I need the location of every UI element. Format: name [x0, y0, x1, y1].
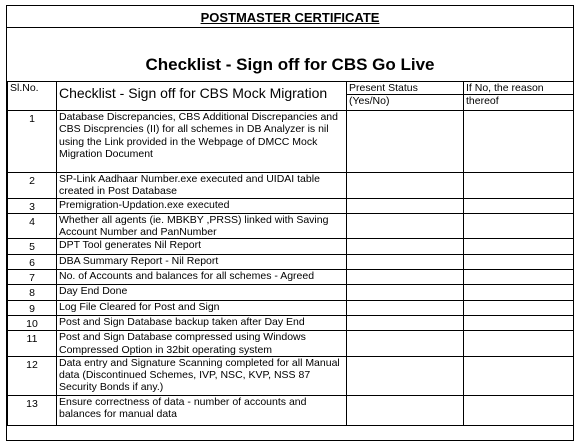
- row-number: 7: [8, 270, 57, 285]
- row-reason: [464, 356, 574, 395]
- row-reason: [464, 198, 574, 213]
- row-present-status: [347, 300, 464, 315]
- row-number: 2: [8, 173, 57, 199]
- certificate-title: POSTMASTER CERTIFICATE: [200, 10, 380, 25]
- row-checklist-item: Database Discrepancies, CBS Additional Discrepancies and CBS Discprencies (II) for all schemes in DB Analyzer is nil using the Link provided in the Webpage of DMCC Mock Migration Document: [57, 111, 347, 173]
- table-row: [8, 285, 574, 300]
- row-number: 11: [8, 331, 57, 357]
- header-present-status-line1: Present Status: [347, 82, 463, 95]
- row-reason: [464, 315, 574, 330]
- row-present-status: [347, 254, 464, 269]
- row-present-status: [347, 111, 464, 173]
- row-checklist-item: DPT Tool generates Nil Report: [57, 239, 347, 254]
- row-number: 10: [8, 315, 57, 330]
- table-row: [8, 239, 574, 254]
- row-checklist-item: Ensure correctness of data - number of accounts and balances for manual data: [57, 395, 347, 425]
- row-number: 12: [8, 356, 57, 395]
- row-present-status: [347, 395, 464, 425]
- row-present-status: [347, 239, 464, 254]
- row-reason: [464, 213, 574, 239]
- row-checklist-item: SP-Link Aadhaar Number.exe executed and UIDAI table created in Post Database: [57, 173, 347, 199]
- row-checklist-item: Data entry and Signature Scanning completed for all Manual data (Discontinued Schemes, IVP, NSC, KVP, NSS 87 Security Bonds if any.): [57, 356, 347, 395]
- row-present-status: [347, 356, 464, 395]
- table-row: [8, 270, 574, 285]
- row-checklist-item: Whether all agents (ie. MBKBY ,PRSS) linked with Saving Account Number and PanNumber: [57, 213, 347, 239]
- table-row: [8, 331, 574, 357]
- table-row: [8, 315, 574, 330]
- row-reason: [464, 300, 574, 315]
- table-row: [8, 356, 574, 395]
- row-number: 3: [8, 198, 57, 213]
- row-reason: [464, 254, 574, 269]
- header-reason-line1: If No, the reason: [464, 82, 573, 95]
- table-row: [8, 111, 574, 173]
- header-present-status-line2: (Yes/No): [349, 95, 390, 108]
- table-row: [8, 395, 574, 425]
- table-row: [8, 254, 574, 269]
- row-number: 4: [8, 213, 57, 239]
- row-present-status: [347, 198, 464, 213]
- row-present-status: [347, 285, 464, 300]
- table-row: [8, 213, 574, 239]
- row-number: 13: [8, 395, 57, 425]
- row-number: 8: [8, 285, 57, 300]
- row-number: 5: [8, 239, 57, 254]
- table-row: [8, 198, 574, 213]
- table-row: [8, 300, 574, 315]
- row-checklist-item: Log File Cleared for Post and Sign: [57, 300, 347, 315]
- row-present-status: [347, 173, 464, 199]
- row-checklist-item: Premigration-Updation.exe executed: [57, 198, 347, 213]
- row-checklist-item: DBA Summary Report - Nil Report: [57, 254, 347, 269]
- row-reason: [464, 173, 574, 199]
- checklist-title: Checklist - Sign off for CBS Go Live: [145, 55, 435, 74]
- row-checklist-item: No. of Accounts and balances for all schemes - Agreed: [57, 270, 347, 285]
- row-present-status: [347, 213, 464, 239]
- row-reason: [464, 331, 574, 357]
- title-divider: [7, 27, 573, 28]
- row-reason: [464, 239, 574, 254]
- header-reason: [464, 82, 574, 111]
- header-reason-line2: thereof: [466, 95, 499, 108]
- row-number: 1: [8, 111, 57, 173]
- row-reason: [464, 111, 574, 173]
- row-reason: [464, 285, 574, 300]
- row-checklist-item: Day End Done: [57, 285, 347, 300]
- row-number: 6: [8, 254, 57, 269]
- row-present-status: [347, 270, 464, 285]
- row-reason: [464, 270, 574, 285]
- header-row: [8, 82, 574, 111]
- checklist-table: [7, 81, 574, 426]
- row-present-status: [347, 315, 464, 330]
- header-checklist: Checklist - Sign off for CBS Mock Migration: [57, 82, 347, 111]
- table-row: [8, 173, 574, 199]
- certificate-sheet: [6, 5, 574, 441]
- header-sl-no: Sl.No.: [8, 82, 57, 111]
- row-number: 9: [8, 300, 57, 315]
- row-checklist-item: Post and Sign Database backup taken after Day End: [57, 315, 347, 330]
- row-reason: [464, 395, 574, 425]
- row-present-status: [347, 331, 464, 357]
- header-present-status: [347, 82, 464, 111]
- row-checklist-item: Post and Sign Database compressed using Windows Compressed Option in 32bit operating system: [57, 331, 347, 357]
